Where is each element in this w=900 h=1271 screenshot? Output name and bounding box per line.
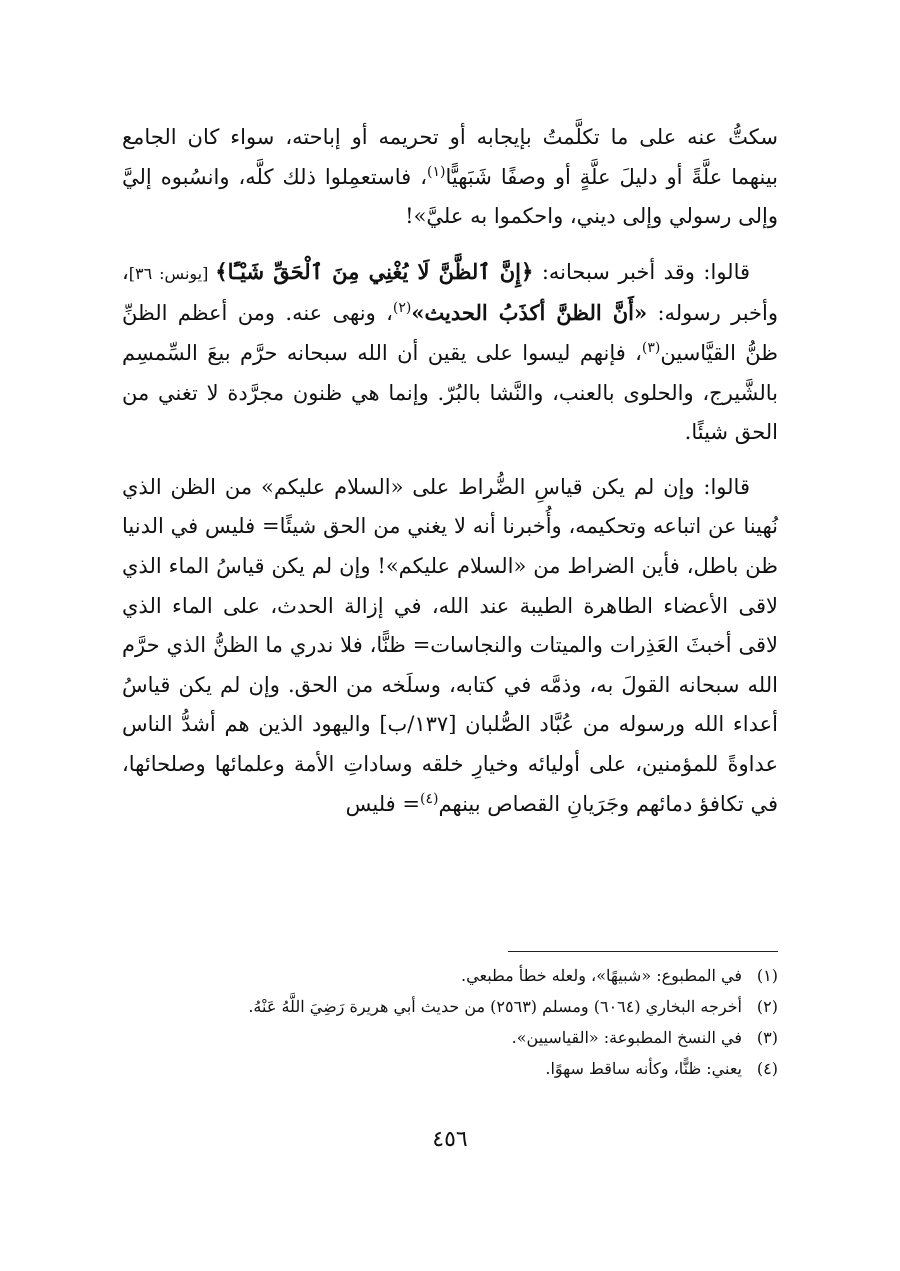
- footnote-text: في المطبوع: «شبيهًا»، ولعله خطأ مطبعي.: [461, 966, 742, 985]
- page-number: ٤٥٦: [432, 1127, 468, 1152]
- p1-text-b: ، فاستعمِلوا ذلك كلَّه، وانسُبوه إليَّ وإلى رسولي وإلى ديني، واحكموا به عليَّ»!: [122, 164, 778, 229]
- paragraph-2: [122, 252, 778, 453]
- p2-text-c: ، ونهى عنه. ومن أعظم الظنِّ ظنُّ القيَّاسين: [122, 301, 778, 365]
- footnote-marker-2: (٢): [392, 300, 412, 317]
- footnote-2: [122, 991, 778, 1022]
- footnote-number: (١): [756, 966, 778, 985]
- footnote-number: (٢): [756, 997, 778, 1016]
- p1-text-a: سكتُّ عنه على ما تكلَّمتُ بإيجابه أو تحريمه أو إباحته، سواء كان الجامع بينهما علَّةً أو دليلَ علَّةٍ أو وصفًا شَبَهيًّا: [122, 125, 779, 189]
- footnote-number: (٣): [756, 1028, 778, 1047]
- footnote-marker-3: (٣): [641, 339, 661, 356]
- footnote-marker-1: (١): [427, 163, 446, 180]
- paragraph-3: [122, 468, 778, 824]
- footnote-marker-4: (٤): [419, 790, 439, 807]
- verse-reference: [يونس: ٣٦]: [128, 263, 216, 283]
- footnote-text: أخرجه البخاري (٦٠٦٤) ومسلم (٢٥٦٣) من حديث أبي هريرة رَضِيَ اللَّهُ عَنْهُ.: [248, 997, 742, 1016]
- p2-text-a: قالوا: وقد أخبر سبحانه:: [533, 259, 751, 284]
- p3-text-a: قالوا: وإن لم يكن قياسِ الضُّراط على «السلام عليكم» من الظن الذي نُهينا عن اتباعه وتحكيمه، وأُخبرنا أنه لا يغني من الحق شيئًا= فليس في الدنيا ظن باطل، فأين الضراط من «السلام عليكم»! وإن لم يكن قياسُ الماء الذي لاقى الأعضاء الطاهرة الطيبة عند الله، في إزالة الحدث، على الماء الذي لاقى أخبثَ العَذِرات والميتات والنجاسات= ظنًّا، فلا ندري ما الظنُّ الذي حرَّم الله سبحانه القولَ به، وذمَّه في كتابه، وسلَخه من الحق. وإن لم يكن قياسُ أعداء الله ورسوله من عُبَّاد الصُّلبان [١٣٧/ب] واليهود الذين هم أشدُّ الناس عداوةً للمؤمنين، على أوليائه وخيارِ خلقه وساداتِ الأمة وعلمائها وصلحائها، في تكافؤ دمائهم وجَرَيانِ القصاص بينهم: [122, 474, 778, 816]
- p2-text-d: ، فإنهم ليسوا على يقين أن الله سبحانه حرَّم بيعَ السِّمسِم بالشَّيرج، والحلوى بالعنب، والنَّشا بالبُرّ. وإنما هي ظنون مجرَّدة لا تغني من الحق شيئًا.: [122, 340, 778, 445]
- quran-verse: ﴿إِنَّ ٱلظَّنَّ لَا يُغْنِي مِنَ ٱلْحَقِّ شَيْـًٔا﴾: [215, 258, 534, 284]
- hadith-quote: «أَنَّ الظنَّ أكذَبُ الحديث»: [411, 300, 648, 326]
- footnotes: [122, 960, 778, 1084]
- p3-text-b: = فليس: [345, 791, 420, 816]
- footnote-number: (٤): [756, 1059, 778, 1078]
- footnote-4: [122, 1053, 778, 1084]
- p2-text-b: ، وأخبر رسوله:: [122, 259, 778, 326]
- footnote-text: يعني: ظنًّا، وكأنه ساقط سهوًا.: [545, 1059, 742, 1078]
- footnote-text: في النسخ المطبوعة: «القياسيين».: [511, 1028, 742, 1047]
- main-text: [122, 118, 778, 824]
- footnote-3: [122, 1022, 778, 1053]
- footnote-1: [122, 960, 778, 991]
- paragraph-1: [122, 118, 778, 237]
- footnote-divider: [508, 951, 778, 952]
